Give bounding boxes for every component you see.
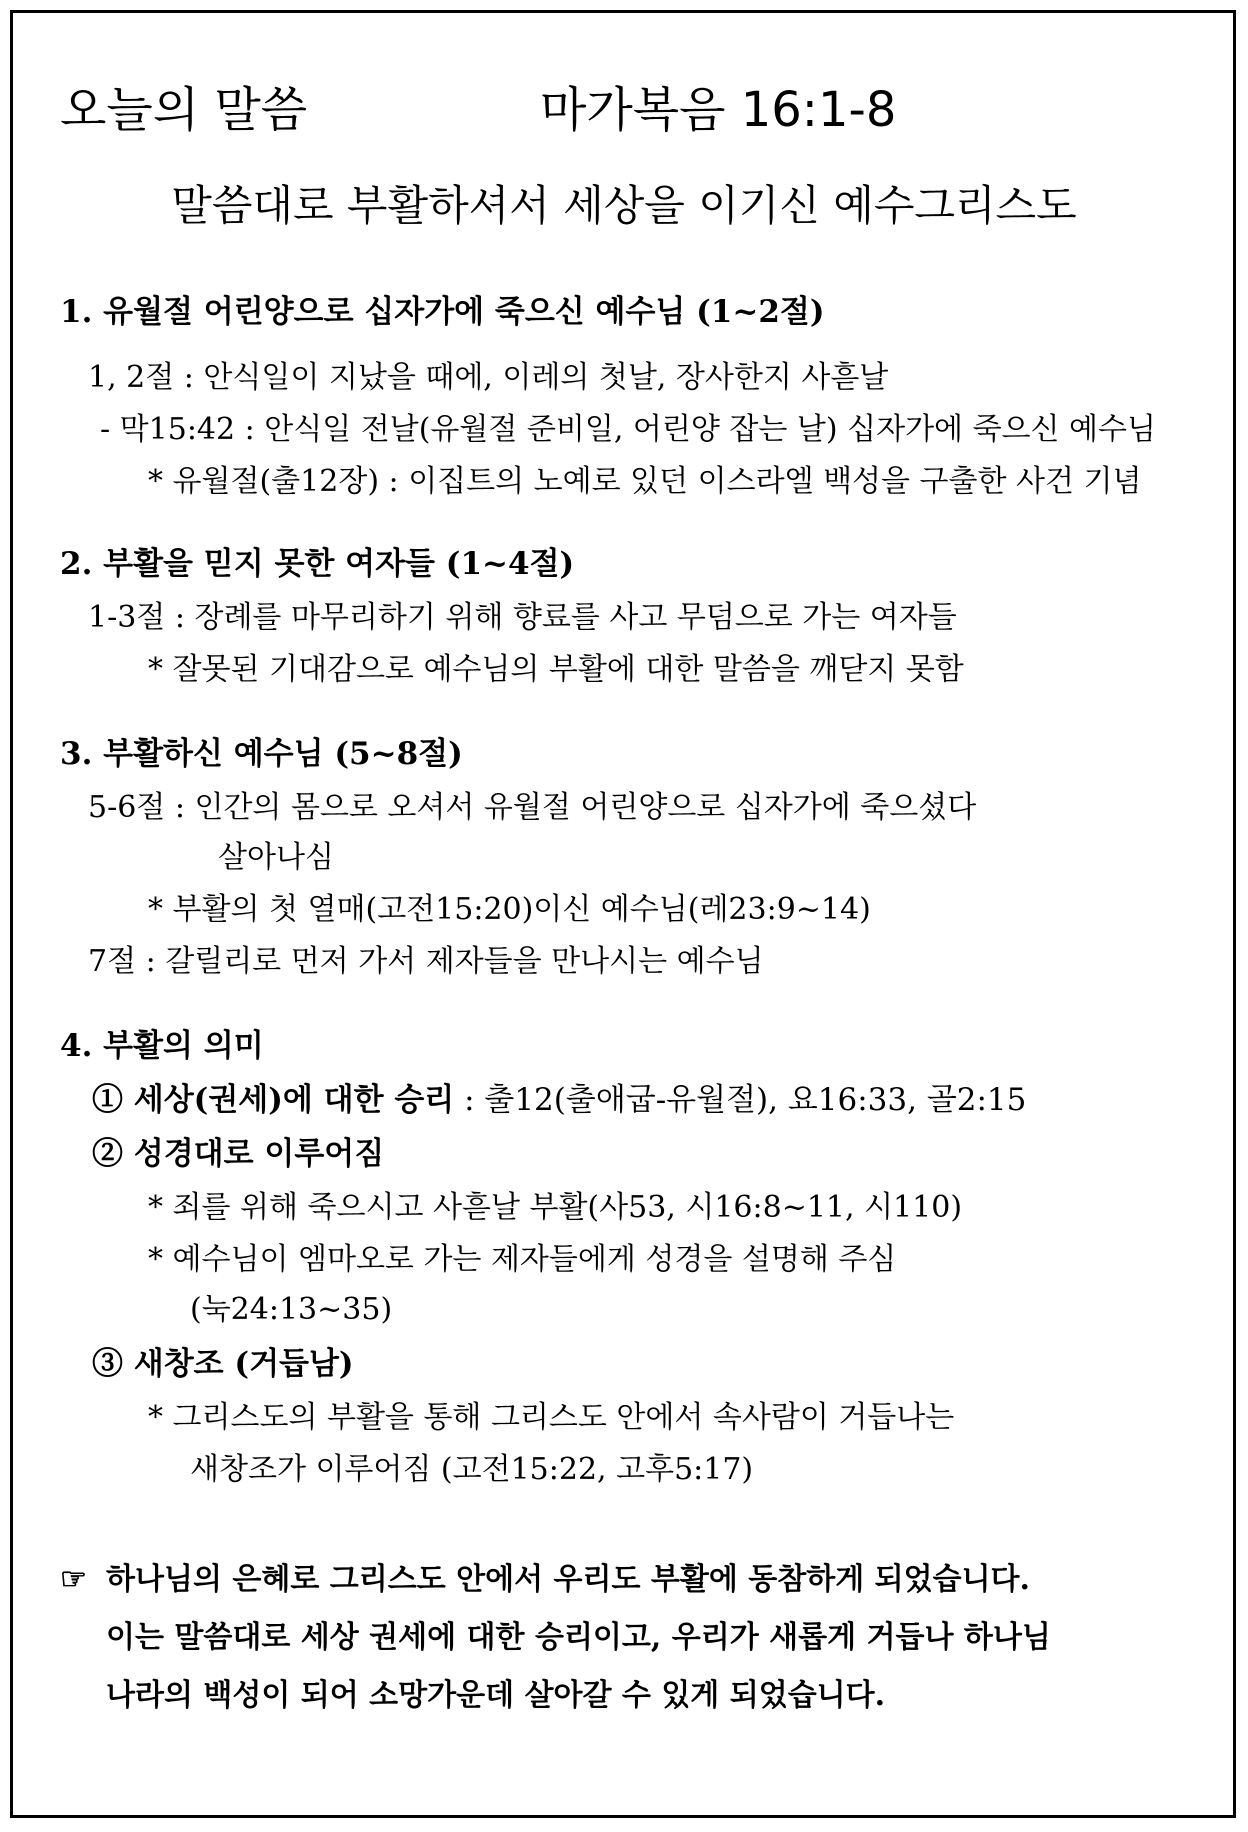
section-2-line-1: 1-3절 : 장례를 마무리하기 위해 향료를 사고 무덤으로 가는 여자들 — [88, 600, 957, 635]
scripture-reference: 마가복음 16:1-8 — [540, 82, 897, 138]
section-1-line-3: * 유월절(출12장) : 이집트의 노예로 있던 이스라엘 백성을 구출한 사건 기념 — [148, 464, 1142, 499]
meaning-point-2-line-3: (눅24:13~35) — [190, 1292, 393, 1327]
section-3-line-4: 7절 : 갈릴리로 먼저 가서 제자들을 만나시는 예수님 — [88, 944, 764, 979]
section-3-line-2: 살아나심 — [218, 840, 334, 875]
sermon-title: 말씀대로 부활하셔서 세상을 이기신 예수그리스도 — [171, 181, 1077, 230]
meaning-point-2-line-2: * 예수님이 엠마오로 가는 제자들에게 성경을 설명해 주심 — [148, 1242, 897, 1277]
meaning-point-2-title: ② 성경대로 이루어짐 — [92, 1136, 385, 1172]
meaning-point-2-line-1: * 죄를 위해 죽으시고 사흗날 부활(사53, 시16:8~11, 시110) — [148, 1190, 963, 1225]
section-1-line-2: - 막15:42 : 안식일 전날(유월절 준비일, 어린양 잡는 날) 십자가에 죽으신 예수님 — [100, 412, 1156, 447]
section-2-line-2: * 잘못된 기대감으로 예수님의 부활에 대한 말씀을 깨닫지 못함 — [148, 652, 964, 687]
pointing-hand-icon: ☞ — [60, 1562, 87, 1597]
conclusion-line-1: 하나님의 은혜로 그리스도 안에서 우리도 부활에 동참하게 되었습니다. — [106, 1562, 1030, 1597]
conclusion-line-3: 나라의 백성이 되어 소망가운데 살아갈 수 있게 되었습니다. — [106, 1678, 886, 1713]
meaning-point-3-title: ③ 새창조 (거듭남) — [92, 1346, 354, 1382]
meaning-point-1-detail: : 출12(출애굽-유월절), 요16:33, 골2:15 — [454, 1082, 1027, 1118]
section-3-line-3: * 부활의 첫 열매(고전15:20)이신 예수님(레23:9~14) — [148, 892, 871, 927]
section-3-line-1: 5-6절 : 인간의 몸으로 오셔서 유월절 어린양으로 십자가에 죽으셨다 — [88, 790, 977, 825]
meaning-point-1-title: ① 세상(권세)에 대한 승리 — [92, 1082, 455, 1118]
section-1-line-1: 1, 2절 : 안식일이 지났을 때에, 이레의 첫날, 장사한지 사흗날 — [88, 360, 889, 395]
meaning-point-3-line-2: 새창조가 이루어짐 (고전15:22, 고후5:17) — [190, 1452, 754, 1487]
meaning-point-1 — [92, 1080, 1026, 1120]
meaning-point-3-line-1: * 그리스도의 부활을 통해 그리스도 안에서 속사람이 거듭나는 — [148, 1400, 955, 1435]
conclusion-line-2: 이는 말씀대로 세상 권세에 대한 승리이고, 우리가 새롭게 거듭나 하나님 — [106, 1620, 1051, 1655]
section-3-heading: 3. 부활하신 예수님 (5~8절) — [60, 736, 463, 772]
page-title: 오늘의 말씀 — [60, 82, 308, 138]
section-2-heading: 2. 부활을 믿지 못한 여자들 (1~4절) — [60, 546, 575, 582]
section-1-heading: 1. 유월절 어린양으로 십자가에 죽으신 예수님 (1~2절) — [60, 294, 825, 330]
section-4-heading: 4. 부활의 의미 — [60, 1028, 264, 1064]
